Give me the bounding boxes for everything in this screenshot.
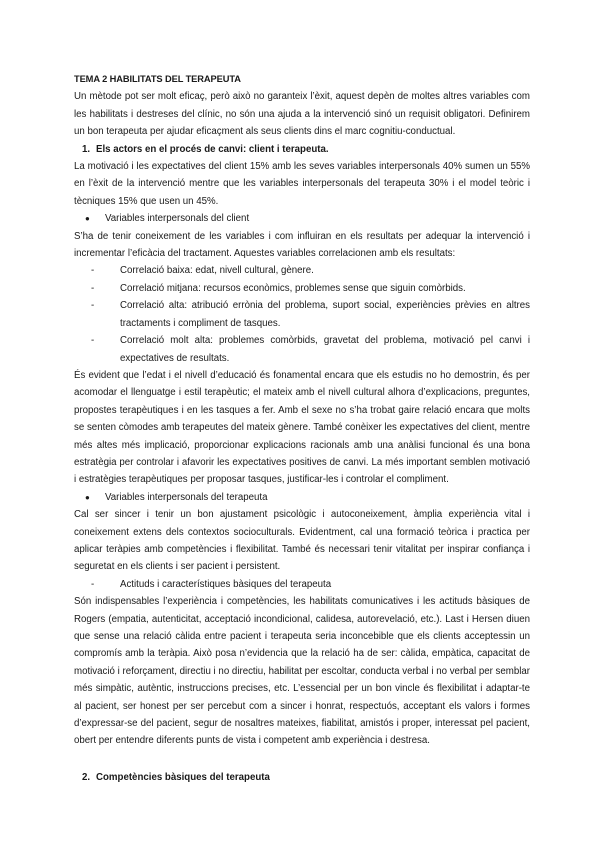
skills-paragraph: Són indispensables l’experiència i competències, les habilitats comunicatives i les actituds bàsiques de Rogers (empatia, autenticitat, acceptació incondicional, calidesa, autorevelació, etc.). Last i Hersen diuen que sense una relació càlida entre pacient i terapeuta seria inconcebible que els clients acceptessin un compromís amb la teràpia. Això posa n’evidencia que la relació ha de ser: càlida, empàtica, capacitat de motivació i reforçament, directiu i no directiu, habilitat per escoltar, conducta verbal i no verbal per semblar més simpàtic, autèntic, instruccions precises, etc. L’essencial per un bon vincle és flexibilitat i adaptar-te al pacient, ser honest per ser percebut com a sincer i honrat, respectuós, acceptant els valors i formes d’expressar-se del pacient, segur de nosaltres mateixes, fiabilitat, amistós i proper, interessat pel pacient, obert per entendre diferents punts de vista i competent amb experiència i destresa. bbox=[74, 596, 530, 747]
evident-paragraph: És evident que l’edat i el nivell d’educació és fonamental encara que els estudis no ho demostrin, és per acomodar el llenguatge i estil terapèutic; el mateix amb el nivell cultural alhora d’explicacions, preguntes, propostes terapèutiques i en les tasques a fer. Amb el sexe no s’ha trobat gaire relació encara que molts se senten còmodes amb terapeutes del mateix gènere. També conèixer les expectatives del client, mentre més altes més implicació, proporcionar explicacions racionals amb una anàlisi funcional és una bona estratègia per controlar i afavorir les expectatives positives de canvi. La més important semblen motivació i estratègies terapèutiques per proposar tasques, justificar-les i controlar el compliment. bbox=[74, 369, 530, 486]
bullet-icon: ● bbox=[85, 214, 90, 224]
section-2-title: Competències bàsiques del terapeuta bbox=[96, 771, 270, 783]
document-title: TEMA 2 HABILITATS DEL TERAPEUTA bbox=[74, 74, 241, 84]
therapist-variables-bullet bbox=[74, 489, 530, 506]
client-variables-bullet bbox=[74, 210, 530, 227]
attitudes-item bbox=[74, 576, 530, 593]
dash-icon: - bbox=[91, 282, 95, 294]
correlation-item bbox=[74, 280, 530, 297]
spacer bbox=[74, 750, 530, 769]
client-variables-paragraph: S’ha de tenir coneixement de les variables i com influiran en els resultats per adequar la intervenció i incrementar l’eficàcia del tractament. Aquestes variables correlacionen amb els resultats: bbox=[74, 230, 530, 260]
document-page bbox=[74, 71, 530, 786]
bullet-icon: ● bbox=[85, 492, 90, 502]
correlation-text: Correlació mitjana: recursos econòmics, problemes sense que siguin comòrbids. bbox=[120, 282, 466, 294]
bullet-label: Variables interpersonals del client bbox=[105, 213, 250, 225]
correlation-text: Correlació baixa: edat, nivell cultural, gènere. bbox=[120, 265, 314, 277]
section-1-title: Els actors en el procés de canvi: client i terapeuta. bbox=[96, 143, 329, 155]
dash-icon: - bbox=[91, 265, 95, 277]
correlation-text: Correlació alta: atribució errònia del problema, suport social, experiències prèvies en altres tractaments i compliment de tasques. bbox=[120, 300, 530, 329]
dash-icon: - bbox=[91, 578, 95, 590]
dash-icon: - bbox=[91, 335, 95, 347]
therapist-paragraph: Cal ser sincer i tenir un bon ajustament psicològic i autoconeixement, àmplia experiència vital i coneixement extens dels contextos socioculturals. Evidentment, cal una formació teòrica i practica per aplicar teràpies amb competències i flexibilitat. També és necessari tenir vitalitat per inspirar confiança i seguretat en els clients i ser pacient i persistent. bbox=[74, 509, 530, 573]
section-1-number: 1. bbox=[82, 143, 91, 155]
correlation-text: Correlació molt alta: problemes comòrbids, gravetat del problema, motivació pel canvi i expectatives de resultats. bbox=[120, 335, 530, 364]
correlation-item bbox=[74, 262, 530, 279]
correlation-item bbox=[74, 297, 530, 332]
intro-paragraph: Un mètode pot ser molt eficaç, però això no garanteix l’èxit, aquest depèn de moltes altres variables com les habilitats i destreses del clínic, no són una ajuda a la intervenció sinó un requisit obligatori. Definirem un bon terapeuta per ajudar eficaçment als seus clients dins el marc cognitiu-conductual. bbox=[74, 91, 530, 138]
section-2-number: 2. bbox=[82, 771, 91, 783]
section-1-heading bbox=[74, 141, 530, 158]
attitudes-label: Actituds i característiques bàsiques del terapeuta bbox=[120, 578, 332, 590]
dash-icon: - bbox=[91, 300, 95, 312]
correlation-item bbox=[74, 332, 530, 367]
motivation-paragraph: La motivació i les expectatives del client 15% amb les seves variables interpersonals 40% sumen un 55% en l’èxit de la intervenció mentre que les variables interpersonals del terapeuta 30% i el model teòric i tècniques 15% que usen un 45%. bbox=[74, 161, 530, 207]
bullet-label: Variables interpersonals del terapeuta bbox=[105, 491, 268, 503]
section-2-heading bbox=[74, 769, 530, 786]
